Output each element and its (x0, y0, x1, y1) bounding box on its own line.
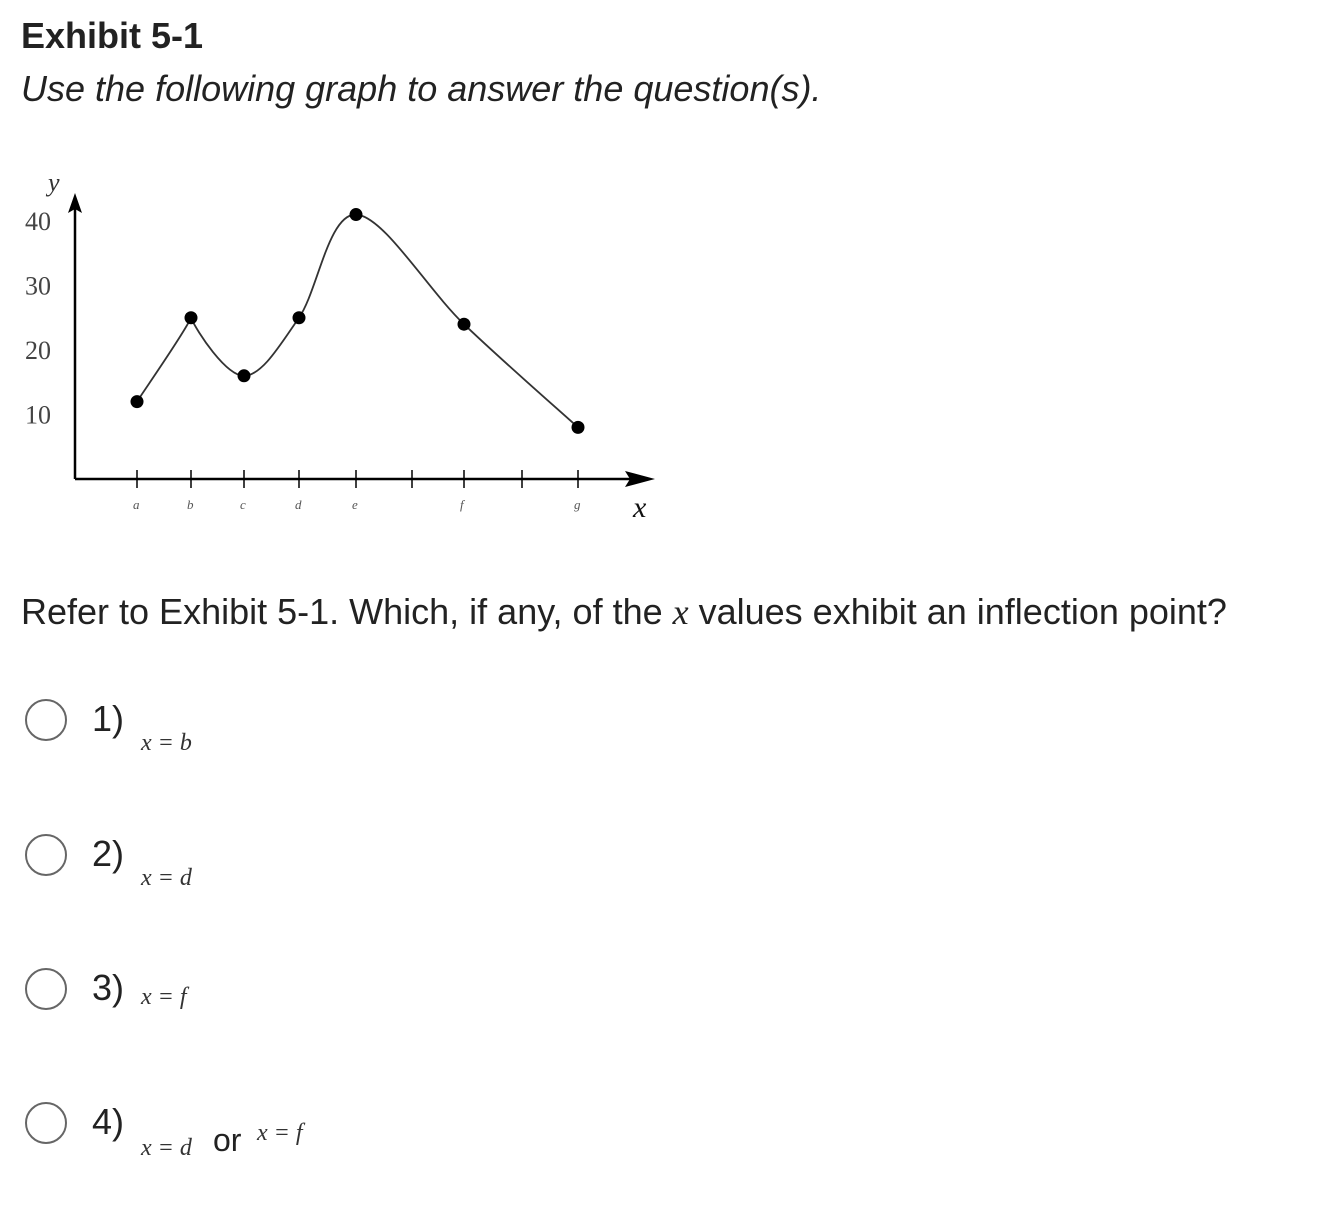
option-expr-1: x = b (141, 730, 192, 756)
data-point (458, 318, 471, 331)
option-expr-4a: x = d (141, 1135, 192, 1161)
answer-option-4[interactable] (25, 1100, 445, 1161)
data-point (131, 395, 144, 408)
graph-curve (137, 215, 578, 428)
y-tick-labels (25, 207, 51, 430)
y-tick-label: 30 (25, 271, 51, 301)
exhibit-instructions: Use the following graph to answer the question(s). (21, 68, 822, 109)
x-tick-label: b (187, 497, 194, 512)
y-axis-label: y (48, 168, 60, 197)
graph-points (131, 208, 585, 434)
option-expr-2: x = d (141, 865, 192, 891)
x-tick-label: a (133, 497, 140, 512)
data-point (185, 311, 198, 324)
graph-axes (68, 193, 655, 487)
exhibit-title: Exhibit 5-1 (21, 15, 204, 56)
data-point (350, 208, 363, 221)
x-ticks (133, 470, 581, 512)
question-prefix: Refer to Exhibit 5-1. Which, if any, of the (21, 591, 673, 632)
question-text (21, 590, 1227, 634)
y-tick-label: 40 (25, 207, 51, 236)
data-point (238, 369, 251, 382)
y-tick-label: 20 (25, 336, 51, 365)
x-tick-label: g (574, 497, 581, 512)
radio-button-2[interactable] (25, 834, 67, 876)
exhibit-graph (15, 165, 675, 530)
data-point (572, 421, 585, 434)
answer-option-1[interactable] (25, 697, 445, 756)
option-expr-3: x = f (141, 984, 187, 1010)
x-tick-label: e (352, 497, 358, 512)
x-tick-label: c (240, 497, 246, 512)
option-number-2: 2) (92, 833, 125, 874)
option-number-4: 4) (92, 1101, 125, 1142)
radio-button-1[interactable] (25, 699, 67, 741)
question-variable: x (672, 592, 689, 632)
option-number-1: 1) (92, 698, 125, 739)
option-connector-4: or (213, 1122, 242, 1158)
answer-option-2[interactable] (25, 832, 445, 891)
y-tick-label: 10 (25, 400, 51, 430)
x-tick-label: f (460, 497, 464, 512)
radio-button-4[interactable] (25, 1102, 67, 1144)
data-point (293, 311, 306, 324)
radio-button-3[interactable] (25, 968, 67, 1010)
option-number-3: 3) (92, 967, 125, 1008)
question-suffix: values exhibit an inflection point? (688, 591, 1227, 632)
answer-option-3[interactable] (25, 966, 445, 1016)
x-axis-label: x (633, 491, 647, 524)
option-expr-4b: x = f (257, 1120, 303, 1146)
x-tick-label: d (295, 497, 302, 512)
